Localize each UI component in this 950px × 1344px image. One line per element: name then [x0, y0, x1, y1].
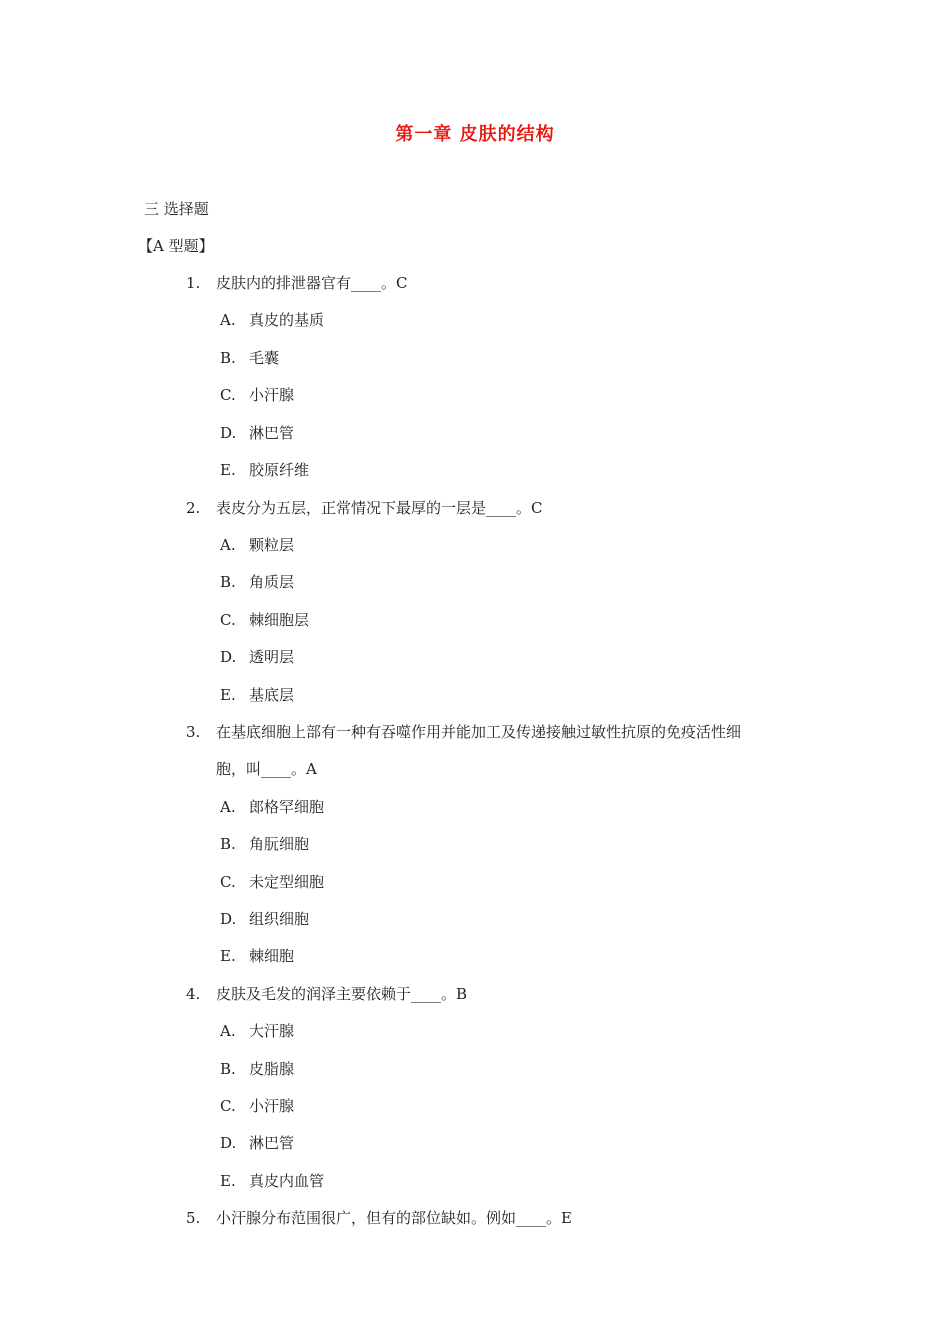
question-1-option-c-letter: C. — [220, 386, 236, 404]
question-2-option-b-letter: B. — [220, 573, 236, 591]
question-1-option-a-letter: A. — [220, 311, 236, 329]
question-1-option-c-text: 小汗腺 — [249, 386, 295, 404]
question-4-option-d-text: 淋巴管 — [249, 1134, 295, 1152]
question-1-option-e-text: 胶原纤维 — [249, 461, 310, 479]
question-4-option-a-text: 大汗腺 — [249, 1022, 295, 1040]
question-3-number: 3. — [186, 723, 201, 741]
question-3-option-d-text: 组织细胞 — [249, 910, 310, 928]
question-4-option-b-text: 皮脂腺 — [249, 1060, 295, 1078]
question-1-option-d-letter: D. — [220, 424, 237, 442]
question-2-number: 2. — [186, 499, 201, 517]
question-3-option-e-text: 棘细胞 — [249, 947, 295, 965]
question-4-option-c-letter: C. — [220, 1097, 236, 1115]
question-4-text: 皮肤及毛发的润泽主要依赖于____。B — [216, 985, 468, 1003]
question-3-option-c-letter: C. — [220, 873, 236, 891]
question-1-option-a-text: 真皮的基质 — [249, 311, 325, 329]
question-4-option-d-letter: D. — [220, 1134, 237, 1152]
chapter-title: 第一章 皮肤的结构 — [395, 124, 555, 145]
question-2-option-a-text: 颗粒层 — [249, 536, 295, 554]
question-1-option-d-text: 淋巴管 — [249, 424, 295, 442]
question-3-option-a-text: 郎格罕细胞 — [249, 798, 325, 816]
question-4-number: 4. — [186, 985, 201, 1003]
question-2-option-e-text: 基底层 — [249, 686, 295, 704]
question-group-heading: 【A 型题】 — [138, 237, 214, 255]
question-3-text-continuation: 胞，叫____。A — [216, 760, 317, 778]
question-5-text: 小汗腺分布范围很广，但有的部位缺如。例如____。E — [216, 1209, 572, 1227]
question-2-option-c-text: 棘细胞层 — [249, 611, 310, 629]
question-3-option-b-letter: B. — [220, 835, 236, 853]
question-4-option-e-text: 真皮内血管 — [249, 1172, 325, 1190]
question-2-option-d-text: 透明层 — [249, 648, 295, 666]
question-4-option-c-text: 小汗腺 — [249, 1097, 295, 1115]
question-3-option-c-text: 未定型细胞 — [249, 873, 325, 891]
question-1-number: 1. — [186, 274, 201, 292]
question-1-option-b-letter: B. — [220, 349, 236, 367]
question-4-option-b-letter: B. — [220, 1060, 236, 1078]
question-3-option-e-letter: E. — [220, 947, 236, 965]
question-1-text: 皮肤内的排泄器官有____。C — [216, 274, 408, 292]
question-1-option-e-letter: E. — [220, 461, 236, 479]
question-2-option-d-letter: D. — [220, 648, 237, 666]
question-2-text: 表皮分为五层，正常情况下最厚的一层是____。C — [216, 499, 543, 517]
question-3-option-a-letter: A. — [220, 798, 236, 816]
section-heading: 三 选择题 — [144, 200, 209, 218]
question-3-option-b-text: 角朊细胞 — [249, 835, 310, 853]
question-2-option-c-letter: C. — [220, 611, 236, 629]
question-5-number: 5. — [186, 1209, 201, 1227]
question-3-text: 在基底细胞上部有一种有吞噬作用并能加工及传递接触过敏性抗原的免疫活性细 — [216, 723, 742, 741]
question-2-option-b-text: 角质层 — [249, 573, 295, 591]
question-2-option-a-letter: A. — [220, 536, 236, 554]
question-1-option-b-text: 毛囊 — [249, 349, 280, 367]
question-4-option-a-letter: A. — [220, 1022, 236, 1040]
question-2-option-e-letter: E. — [220, 686, 236, 704]
question-3-option-d-letter: D. — [220, 910, 237, 928]
question-4-option-e-letter: E. — [220, 1172, 236, 1190]
